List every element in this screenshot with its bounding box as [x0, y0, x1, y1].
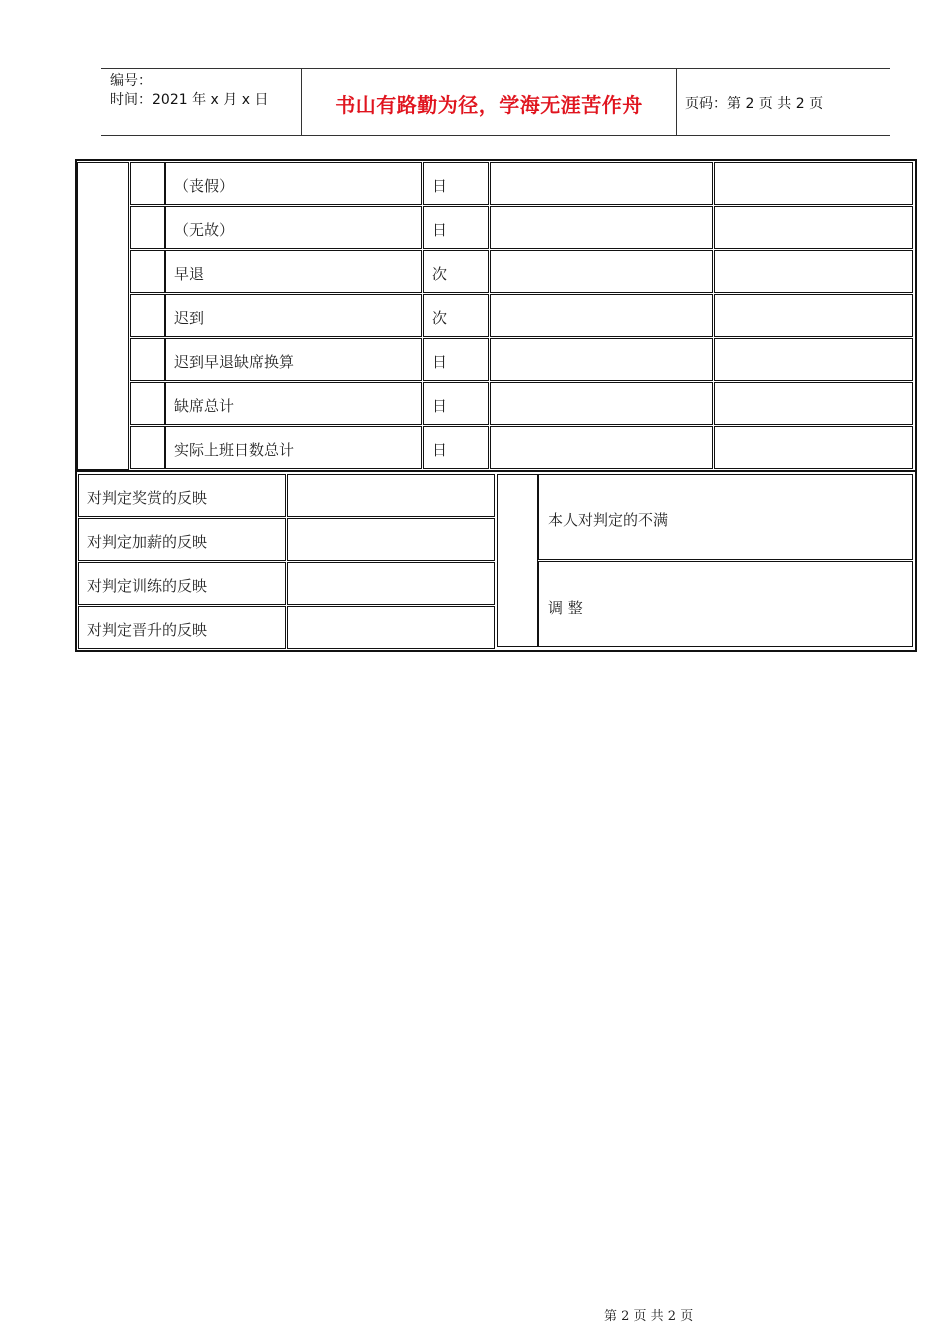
- sub-index-cell: [130, 426, 165, 469]
- unit-cell: [423, 382, 489, 425]
- header-bottom-rule: [101, 135, 890, 136]
- value-cell[interactable]: [490, 294, 713, 337]
- footer-page-indicator: 第 2 页 共 2 页: [604, 1309, 694, 1324]
- remark-cell[interactable]: [714, 382, 913, 425]
- unit-label: 日: [432, 441, 448, 459]
- unit-label: 次: [432, 265, 448, 283]
- item-label: （无故）: [174, 221, 235, 239]
- feedback-label: 对判定奖赏的反映: [87, 489, 208, 507]
- unit-cell: [423, 206, 489, 249]
- item-label: 迟到早退缺席换算: [174, 353, 295, 371]
- unit-label: 日: [432, 353, 448, 371]
- feedback-value-cell[interactable]: [287, 474, 495, 517]
- item-cell: [165, 250, 422, 293]
- unit-label: 日: [432, 397, 448, 415]
- feedback-value-cell[interactable]: [287, 562, 495, 605]
- sub-index-cell: [130, 206, 165, 249]
- item-cell: [165, 294, 422, 337]
- item-cell: [165, 206, 422, 249]
- feedback-label-cell: [78, 562, 286, 605]
- item-label: （丧假）: [174, 177, 235, 195]
- sub-index-cell: [130, 382, 165, 425]
- feedback-label: 对判定加薪的反映: [87, 533, 208, 551]
- header-divider: [676, 69, 677, 136]
- item-label: 缺席总计: [174, 397, 235, 415]
- page-number-label: 页码：第 2 页 共 2 页: [685, 96, 824, 112]
- adjustment-cell[interactable]: [538, 561, 913, 647]
- unit-cell: [423, 294, 489, 337]
- dissatisfaction-label: 本人对判定的不满: [548, 511, 669, 529]
- item-cell: [165, 162, 422, 205]
- value-cell[interactable]: [490, 250, 713, 293]
- remark-cell[interactable]: [714, 250, 913, 293]
- feedback-label-cell: [78, 474, 286, 517]
- feedback-spacer-cell: [497, 474, 538, 647]
- item-label: 早退: [174, 265, 205, 283]
- remark-cell[interactable]: [714, 294, 913, 337]
- remark-cell[interactable]: [714, 162, 913, 205]
- feedback-label: 对判定晋升的反映: [87, 621, 208, 639]
- item-label: 实际上班日数总计: [174, 441, 295, 459]
- item-label: 迟到: [174, 309, 205, 327]
- item-cell: [165, 338, 422, 381]
- remark-cell[interactable]: [714, 338, 913, 381]
- feedback-label: 对判定训练的反映: [87, 577, 208, 595]
- value-cell[interactable]: [490, 206, 713, 249]
- feedback-value-cell[interactable]: [287, 518, 495, 561]
- adjustment-label: 调 整: [548, 599, 583, 617]
- value-cell[interactable]: [490, 426, 713, 469]
- unit-cell: [423, 426, 489, 469]
- value-cell[interactable]: [490, 338, 713, 381]
- unit-label: 日: [432, 221, 448, 239]
- category-merged-cell: [77, 162, 129, 470]
- unit-cell: [423, 250, 489, 293]
- unit-label: 日: [432, 177, 448, 195]
- unit-cell: [423, 338, 489, 381]
- unit-cell: [423, 162, 489, 205]
- header-meta: [110, 72, 268, 110]
- dissatisfaction-cell[interactable]: [538, 474, 913, 560]
- sub-index-cell: [130, 294, 165, 337]
- time-label: 时间：2021 年 x 月 x 日: [110, 92, 269, 108]
- feedback-label-cell: [78, 606, 286, 649]
- header-motto: 书山有路勤为径，学海无涯苦作舟: [335, 93, 643, 117]
- sub-index-cell: [130, 250, 165, 293]
- header-top-rule: [101, 68, 890, 69]
- value-cell[interactable]: [490, 162, 713, 205]
- item-cell: [165, 426, 422, 469]
- sub-index-cell: [130, 338, 165, 381]
- serial-label: 编号：: [110, 73, 152, 89]
- remark-cell[interactable]: [714, 426, 913, 469]
- item-cell: [165, 382, 422, 425]
- value-cell[interactable]: [490, 382, 713, 425]
- sub-index-cell: [130, 162, 165, 205]
- feedback-value-cell[interactable]: [287, 606, 495, 649]
- remark-cell[interactable]: [714, 206, 913, 249]
- feedback-label-cell: [78, 518, 286, 561]
- unit-label: 次: [432, 309, 448, 327]
